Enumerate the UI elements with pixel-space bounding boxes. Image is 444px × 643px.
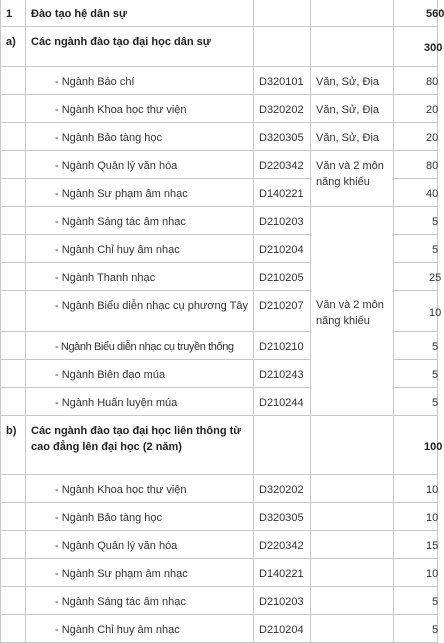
table-row (1, 587, 438, 615)
row-subjects: Văn, Sử, Địa (311, 95, 394, 123)
row-quota: 100 (394, 416, 438, 475)
row-subjects (311, 27, 394, 67)
row-quota: 20 (394, 95, 438, 123)
table-row (1, 416, 438, 475)
row-name: - Ngành Sư phạm âm nhạc (26, 179, 254, 207)
row-subjects: Văn, Sử, Địa (311, 123, 394, 151)
row-stt: a) (1, 27, 26, 67)
row-name: Đào tạo hệ dân sự (26, 0, 254, 27)
row-name: Các ngành đào tạo đại học dân sự (26, 27, 254, 67)
row-code: D140221 (254, 179, 311, 207)
row-quota: 5 (394, 332, 438, 360)
row-name: - Ngành Huấn luyện múa (26, 388, 254, 416)
row-code: D320101 (254, 67, 311, 95)
row-name: - Ngành Bảo tàng học (26, 503, 254, 531)
row-code: D320305 (254, 503, 311, 531)
table-row (1, 531, 438, 559)
row-code: D210207 (254, 291, 311, 332)
row-name: - Ngành Quản lý văn hóa (26, 531, 254, 559)
row-name: - Ngành Sư phạm âm nhạc (26, 559, 254, 587)
row-name: - Ngành Khoa học thư viện (26, 95, 254, 123)
row-name: - Ngành Chỉ huy âm nhạc (26, 235, 254, 263)
row-name: - Ngành Sáng tác âm nhạc (26, 207, 254, 235)
row-quota: 560 (394, 0, 438, 27)
table-row (1, 95, 438, 123)
row-quota: 10 (394, 475, 438, 503)
row-subjects: Văn, Sử, Địa (311, 67, 394, 95)
row-code: D210243 (254, 360, 311, 388)
table-row (1, 559, 438, 587)
row-name: - Ngành Khoa học thư viện (26, 475, 254, 503)
row-subjects (311, 416, 394, 475)
row-name: - Ngành Bảo tàng học (26, 123, 254, 151)
row-quota: 25 (394, 263, 438, 291)
row-code (254, 416, 311, 475)
table-row (1, 27, 438, 67)
row-code (254, 27, 311, 67)
row-quota: 5 (394, 360, 438, 388)
row-quota: 5 (394, 235, 438, 263)
row-name: - Ngành Báo chí (26, 67, 254, 95)
table-row (1, 207, 438, 235)
row-quota: 20 (394, 123, 438, 151)
row-quota: 15 (394, 531, 438, 559)
table-row (1, 151, 438, 179)
row-name: - Ngành Biên đạo múa (26, 360, 254, 388)
row-code: D220342 (254, 531, 311, 559)
row-name: - Ngành Thanh nhạc (26, 263, 254, 291)
row-name: - Ngành Biểu diễn nhạc cụ phương Tây (26, 291, 254, 332)
row-code: D210203 (254, 207, 311, 235)
row-quota: 10 (394, 559, 438, 587)
table-row (1, 67, 438, 95)
row-code: D210204 (254, 615, 311, 643)
row-code: D320202 (254, 475, 311, 503)
row-quota: 5 (394, 587, 438, 615)
row-name: - Ngành Biểu diễn nhạc cụ truyền thống (26, 332, 254, 360)
row-name: - Ngành Quản lý văn hóa (26, 151, 254, 179)
row-quota: 5 (394, 207, 438, 235)
row-quota: 80 (394, 151, 438, 179)
row-code: D210210 (254, 332, 311, 360)
row-quota: 40 (394, 179, 438, 207)
row-quota: 300 (394, 27, 438, 67)
row-subjects: Văn và 2 môn năng khiếu (311, 207, 394, 416)
row-code (254, 0, 311, 27)
row-quota: 10 (394, 291, 438, 332)
row-code: D220342 (254, 151, 311, 179)
row-name: - Ngành Chỉ huy âm nhạc (26, 615, 254, 643)
row-quota: 80 (394, 67, 438, 95)
row-code: D140221 (254, 559, 311, 587)
row-stt: b) (1, 416, 26, 475)
table-row (1, 615, 438, 643)
row-name: - Ngành Sáng tác âm nhạc (26, 587, 254, 615)
table-row (1, 503, 438, 531)
row-subjects: Văn và 2 môn năng khiếu (311, 151, 394, 207)
row-code: D210244 (254, 388, 311, 416)
row-code: D320202 (254, 95, 311, 123)
table-row (1, 0, 438, 27)
row-subjects (311, 0, 394, 27)
table-row (1, 475, 438, 503)
row-name: Các ngành đào tạo đại học liên thông từ cao đẳng lên đại học (2 năm) (26, 416, 254, 475)
row-quota: 5 (394, 615, 438, 643)
table-row (1, 123, 438, 151)
row-code: D210204 (254, 235, 311, 263)
row-code: D210205 (254, 263, 311, 291)
row-code: D210203 (254, 587, 311, 615)
row-code: D320305 (254, 123, 311, 151)
row-quota: 10 (394, 503, 438, 531)
row-quota: 5 (394, 388, 438, 416)
row-stt: 1 (1, 0, 26, 27)
